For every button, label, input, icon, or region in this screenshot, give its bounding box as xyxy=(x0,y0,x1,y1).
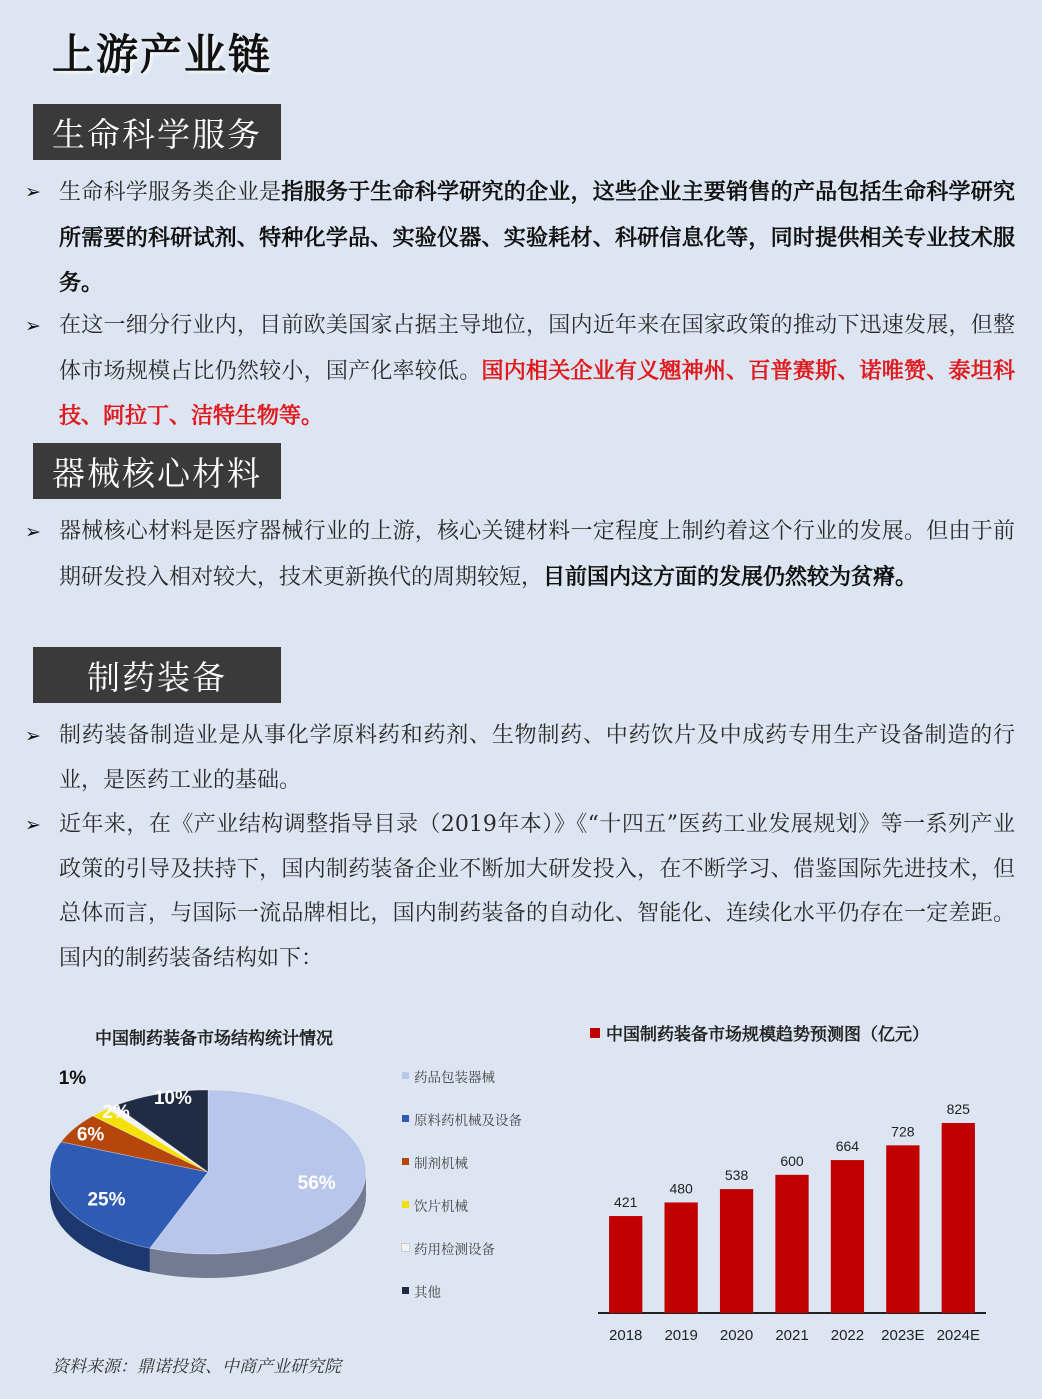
bar-value-label: 600 xyxy=(780,1152,804,1169)
legend-label: 其他 xyxy=(414,1285,441,1301)
legend-label: 制剂机械 xyxy=(414,1156,468,1172)
x-tick-label: 2018 xyxy=(609,1327,643,1344)
bar-2020 xyxy=(720,1189,753,1313)
bullet-text-bold: 目前国内这方面的发展仍然较为贫瘠。 xyxy=(543,563,918,590)
pie-value-label: 25% xyxy=(87,1189,126,1211)
bar-value-label: 825 xyxy=(946,1101,970,1117)
page-title: 上游产业链 xyxy=(52,30,273,79)
x-tick-label: 2024E xyxy=(936,1327,980,1344)
legend-swatch xyxy=(402,1201,409,1208)
bar-value-label: 421 xyxy=(614,1194,638,1211)
bullet-text: 近年来，在《产业结构调整指导目录（2019年本）》《“十四五”医药工业发展规划》等一系列产业政策的引导及扶持下，国内制药装备企业不断加大研发投入，在不断学习、借鉴国际先进技术，但总体而言，与国际一流品牌相比，国内制药装备的自动化、智能化、连续化水平仍存在一定差距。国内的制药装备结构如下： xyxy=(59,812,1015,971)
bar-value-label: 480 xyxy=(669,1180,693,1197)
legend-item xyxy=(402,1281,522,1324)
arrow-bullet-icon: ➢ xyxy=(25,814,41,836)
bar-value-label: 728 xyxy=(891,1123,915,1140)
bullet-life-science-1 xyxy=(25,170,1015,307)
bullet-pharma-equipment-1 xyxy=(25,714,1015,803)
legend-label: 原料药机械及设备 xyxy=(414,1113,522,1129)
legend-swatch xyxy=(402,1115,409,1122)
legend-item xyxy=(402,1152,522,1195)
x-tick-label: 2020 xyxy=(719,1327,754,1344)
arrow-bullet-icon: ➢ xyxy=(25,315,41,337)
x-tick-label: 2023E xyxy=(881,1327,925,1344)
bullet-life-science-2 xyxy=(25,304,1015,440)
x-tick-label: 2019 xyxy=(664,1327,698,1344)
x-tick-label: 2021 xyxy=(775,1327,809,1344)
legend-item xyxy=(402,1195,522,1238)
pie-value-label: 6% xyxy=(76,1124,105,1146)
arrow-bullet-icon: ➢ xyxy=(25,521,41,543)
legend-square-icon xyxy=(590,1028,600,1038)
arrow-bullet-icon: ➢ xyxy=(25,181,41,203)
legend-swatch xyxy=(402,1287,409,1294)
legend-label: 药品包装器械 xyxy=(414,1070,495,1086)
x-tick-label: 2022 xyxy=(830,1327,865,1344)
bullet-pharma-equipment-2 xyxy=(25,803,1015,981)
bullet-text: 制药装备制造业是从事化学原料药和药剂、生物制药、中药饮片及中成药专用生产设备制造的行业，是医药工业的基础。 xyxy=(59,723,1015,793)
pie-value-label: 1% xyxy=(58,1068,87,1090)
bar-value-label: 664 xyxy=(835,1138,860,1155)
bar-chart-title-wrap xyxy=(590,1020,929,1045)
bullet-text: 器械核心材料是医疗器械行业的上游，核心关键材料一定程度上制约着这个行业的发展。但由于前期研发投入相对较大，技术更新换代的周期较短， xyxy=(59,519,1015,590)
legend-label: 药用检测设备 xyxy=(414,1242,495,1258)
section-header-device-materials: 器械核心材料 xyxy=(33,443,281,499)
bullet-text: 生命科学服务类企业是 xyxy=(59,180,282,205)
source-note: 资料来源：鼎诺投资、中商产业研究院 xyxy=(52,1357,341,1377)
section-header-life-science: 生命科学服务 xyxy=(33,104,281,160)
bullet-text-bold: 指服务于生命科学研究的企业，这些企业主要销售的产品包括生命科学研究所需要的科研试剂、特种化学品、实验仪器、实验耗材、科研信息化等，同时提供相关专业技术服务。 xyxy=(59,179,1015,296)
section-header-pharma-equipment: 制药装备 xyxy=(33,647,281,703)
legend-item xyxy=(402,1238,522,1281)
bullet-device-materials-1 xyxy=(25,510,1015,600)
bar-2019 xyxy=(665,1202,698,1313)
bar-value-label: 538 xyxy=(724,1167,749,1184)
legend-swatch xyxy=(402,1158,409,1165)
legend-item xyxy=(402,1066,522,1109)
pie-legend xyxy=(402,1066,522,1324)
pie-value-label: 2% xyxy=(102,1102,130,1124)
bullet-text: 在这一细分行业内，目前欧美国家占据主导地位，国内近年来在国家政策的推动下迅速发展，但整体市场规模占比仍然较小，国产化率较低。 xyxy=(59,313,1015,384)
bar-2022 xyxy=(831,1160,864,1313)
pie-value-label: 10% xyxy=(153,1087,192,1109)
pie-value-label: 56% xyxy=(297,1172,336,1194)
legend-swatch xyxy=(402,1244,409,1251)
pie-chart xyxy=(40,1060,400,1300)
bar-2024E xyxy=(942,1123,975,1313)
arrow-bullet-icon: ➢ xyxy=(25,725,41,747)
bar-chart-title: 中国制药装备市场规模趋势预测图（亿元） xyxy=(606,1025,929,1045)
bar-chart xyxy=(590,1080,1010,1360)
legend-label: 饮片机械 xyxy=(414,1199,468,1215)
legend-swatch xyxy=(402,1072,409,1079)
bar-2021 xyxy=(775,1175,808,1313)
bullet-text-highlight: 国内相关企业有义翘神州、百普赛斯、诺唯赞、泰坦科技、阿拉丁、洁特生物等。 xyxy=(59,357,1015,429)
legend-item xyxy=(402,1109,522,1152)
bar-2018 xyxy=(609,1216,642,1313)
bar-2023E xyxy=(886,1145,919,1313)
pie-chart-title: 中国制药装备市场结构统计情况 xyxy=(95,1029,333,1049)
